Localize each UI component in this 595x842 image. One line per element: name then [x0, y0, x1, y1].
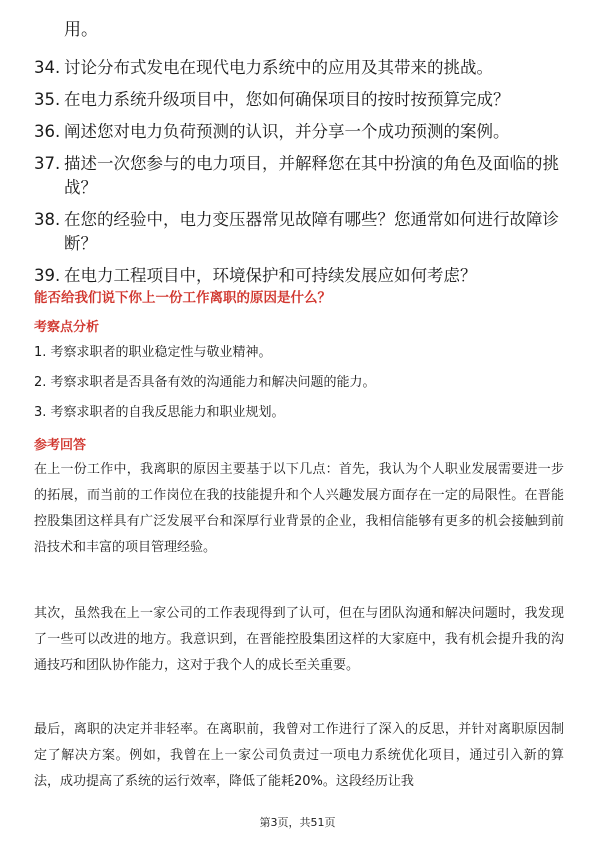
answer-paragraph-2: 其次，虽然我在上一家公司的工作表现得到了认可，但在与团队沟通和解决问题时，我发现了一些可以改进的地方。我意识到，在晋能控股集团这样的大家庭中，我有机会提升我的沟通技巧和团队协作能力，这对于我个人的成长至关重要。 [34, 606, 564, 673]
question-number: 35. [34, 90, 61, 109]
page-footer: 第3页，共51页 [259, 816, 336, 829]
question-text: 在电力工程项目中，环境保护和可持续发展应如何考虑？ [64, 266, 477, 285]
question-number: 36. [34, 122, 61, 141]
question-text: 描述一次您参与的电力项目，并解释您在其中扮演的角色及面临的挑战？ [64, 154, 559, 197]
question-item [34, 88, 564, 112]
continued-text: 用。 [64, 20, 98, 40]
question-item [34, 152, 564, 200]
analysis-point: 3. 考察求职者的自我反思能力和职业规划。 [34, 405, 285, 420]
question-number: 38. [34, 210, 61, 229]
analysis-heading: 考察点分析 [34, 320, 100, 335]
question-item [34, 264, 564, 288]
answer-paragraph-3: 最后，离职的决定并非轻率。在离职前，我曾对工作进行了深入的反思，并针对离职原因制定了解决方案。例如，我曾在上一家公司负责过一项电力系统优化项目，通过引入新的算法，成功提高了系统的运行效率，降低了能耗20%。这段经历让我 [34, 722, 564, 789]
analysis-point: 2. 考察求职者是否具备有效的沟通能力和解决问题的能力。 [34, 375, 376, 390]
question-number: 34. [34, 58, 61, 77]
question-number: 39. [34, 266, 61, 285]
question-list [34, 56, 564, 296]
answer-paragraph-1: 在上一份工作中，我离职的原因主要基于以下几点：首先，我认为个人职业发展需要进一步的拓展，而当前的工作岗位在我的技能提升和个人兴趣发展方面存在一定的局限性。在晋能控股集团这样具有广泛发展平台和深厚行业背景的企业，我相信能够有更多的机会接触到前沿技术和丰富的项目管理经验。 [34, 462, 564, 555]
question-text: 在您的经验中，电力变压器常见故障有哪些？您通常如何进行故障诊断？ [64, 210, 559, 253]
question-item [34, 120, 564, 144]
answer-heading: 参考回答 [34, 438, 87, 453]
question-text: 讨论分布式发电在现代电力系统中的应用及其带来的挑战。 [64, 58, 493, 77]
question-text: 阐述您对电力负荷预测的认识，并分享一个成功预测的案例。 [64, 122, 510, 141]
question-number: 37. [34, 154, 61, 173]
analysis-points [34, 343, 564, 423]
question-item [34, 208, 564, 256]
qa-question-heading: 能否给我们说下你上一份工作离职的原因是什么？ [34, 290, 331, 306]
question-text: 在电力系统升级项目中，您如何确保项目的按时按预算完成？ [64, 90, 510, 109]
analysis-point: 1. 考察求职者的职业稳定性与敬业精神。 [34, 345, 272, 360]
question-item [34, 56, 564, 80]
